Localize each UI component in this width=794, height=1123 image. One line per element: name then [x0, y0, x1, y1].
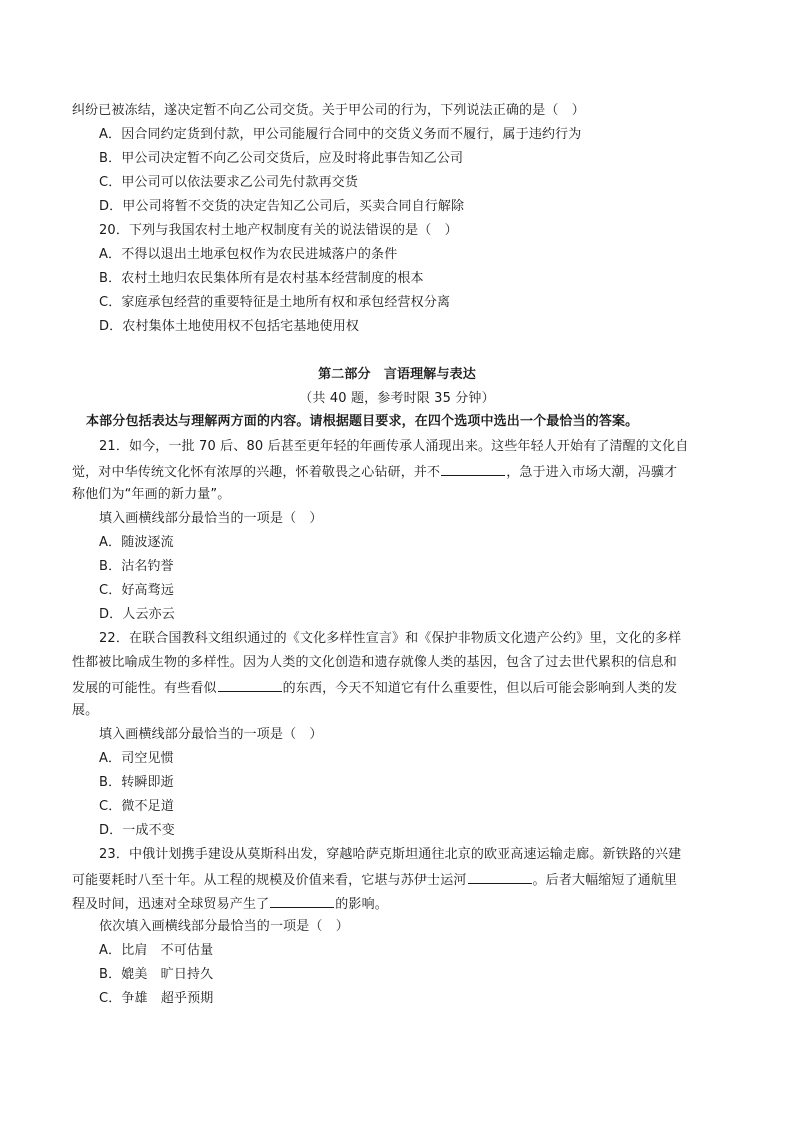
q19-option-d: D．甲公司将暂不交货的决定告知乙公司后，买卖合同自行解除 — [99, 199, 465, 214]
q19-stem-continued: 纠纷已被冻结，遂决定暂不向乙公司交货。关于甲公司的行为，下列说法正确的是（ ） — [72, 103, 585, 118]
q20-option-a: A．不得以退出土地承包权作为农民进城落户的条件 — [99, 247, 398, 262]
q20-option-d: D．农村集体土地使用权不包括宅基地使用权 — [99, 319, 360, 334]
q23-line-1: 23．中俄计划携手建设从莫斯科出发，穿越哈萨克斯坦通往北京的欧亚高速运输走廊。新铁路的兴建 — [99, 847, 682, 862]
q23-blank-1 — [468, 871, 532, 884]
q22-option-a: A．司空见惯 — [99, 751, 174, 766]
q23-line-2b: 。后者大幅缩短了通航里 — [532, 873, 678, 888]
q19-option-a: A．因合同约定货到付款，甲公司能履行合同中的交货义务而不履行，属于违约行为 — [99, 127, 582, 142]
q22-option-b: B．转瞬即逝 — [99, 775, 174, 790]
q22-line-1: 22．在联合国教科文组织通过的《文化多样性宣言》和《保护非物质文化遗产公约》里，文化的多样 — [99, 631, 682, 646]
q23-line-2a: 可能要耗时八至十年。从工程的规模及价值来看，它堪与苏伊士运河 — [72, 873, 467, 888]
q23-line-3b: 的影响。 — [335, 897, 388, 912]
q23-option-b: B．媲美 旷日持久 — [99, 967, 214, 982]
q22-line-2: 性都被比喻成生物的多样性。因为人类的文化创造和遗存就像人类的基因，包含了过去世代累积的信息和 — [72, 655, 677, 670]
q21-line-2b: ，急于进入市场大潮，冯骥才 — [506, 465, 678, 480]
q22-line-3 — [72, 679, 677, 697]
q21-prompt: 填入画横线部分最恰当的一项是（ ） — [99, 511, 323, 526]
q21-blank — [441, 463, 505, 476]
q20-option-b: B．农村土地归农民集体所有是农村基本经营制度的根本 — [99, 271, 424, 286]
q21-option-a: A．随波逐流 — [99, 535, 174, 550]
q23-option-c: C．争雄 超乎预期 — [99, 991, 214, 1006]
q23-line-2 — [72, 871, 677, 889]
q21-option-d: D．人云亦云 — [99, 607, 175, 622]
q23-line-3 — [72, 895, 388, 913]
q22-line-3a: 发展的可能性。有些看似 — [72, 681, 217, 696]
q22-prompt: 填入画横线部分最恰当的一项是（ ） — [99, 727, 323, 742]
q22-line-3b: 的东西，今天不知道它有什么重要性，但以后可能会影响到人类的发 — [282, 681, 678, 696]
q22-option-c: C．微不足道 — [99, 799, 174, 814]
q21-option-b: B．沽名钓誉 — [99, 559, 174, 574]
q22-option-d: D．一成不变 — [99, 823, 175, 838]
section-instruction: 本部分包括表达与理解两方面的内容。请根据题目要求，在四个选项中选出一个最恰当的答案。 — [86, 414, 639, 429]
q21-line-1: 21．如今，一批 70 后、80 后甚至更年轻的年画传承人涌现出来。这些年轻人开始有了清醒的文化自 — [99, 439, 689, 454]
q20-option-c: C．家庭承包经营的重要特征是土地所有权和承包经营权分离 — [99, 295, 451, 310]
q23-option-a: A．比肩 不可估量 — [99, 943, 214, 958]
section-title: 第二部分 言语理解与表达 — [318, 367, 476, 382]
q23-line-3a: 程及时间，迅速对全球贸易产生了 — [72, 897, 270, 912]
q19-option-c: C．甲公司可以依法要求乙公司先付款再交货 — [99, 175, 359, 190]
q21-line-2a: 觉，对中华传统文化怀有浓厚的兴趣，怀着敬畏之心钻研，并不 — [72, 465, 441, 480]
q21-option-c: C．好高骛远 — [99, 583, 174, 598]
q22-line-4: 展。 — [72, 703, 99, 718]
q23-blank-2 — [270, 895, 334, 908]
q23-prompt: 依次填入画横线部分最恰当的一项是（ ） — [99, 919, 349, 934]
q19-option-b: B．甲公司决定暂不向乙公司交货后，应及时将此事告知乙公司 — [99, 151, 464, 166]
q21-line-3: 称他们为“年画的新力量”。 — [72, 487, 231, 502]
section-subtitle: （共 40 题，参考时限 35 分钟） — [299, 391, 495, 406]
q20-stem: 20．下列与我国农村土地产权制度有关的说法错误的是（ ） — [99, 223, 458, 238]
q21-line-2 — [72, 463, 677, 481]
q22-blank — [218, 679, 282, 692]
